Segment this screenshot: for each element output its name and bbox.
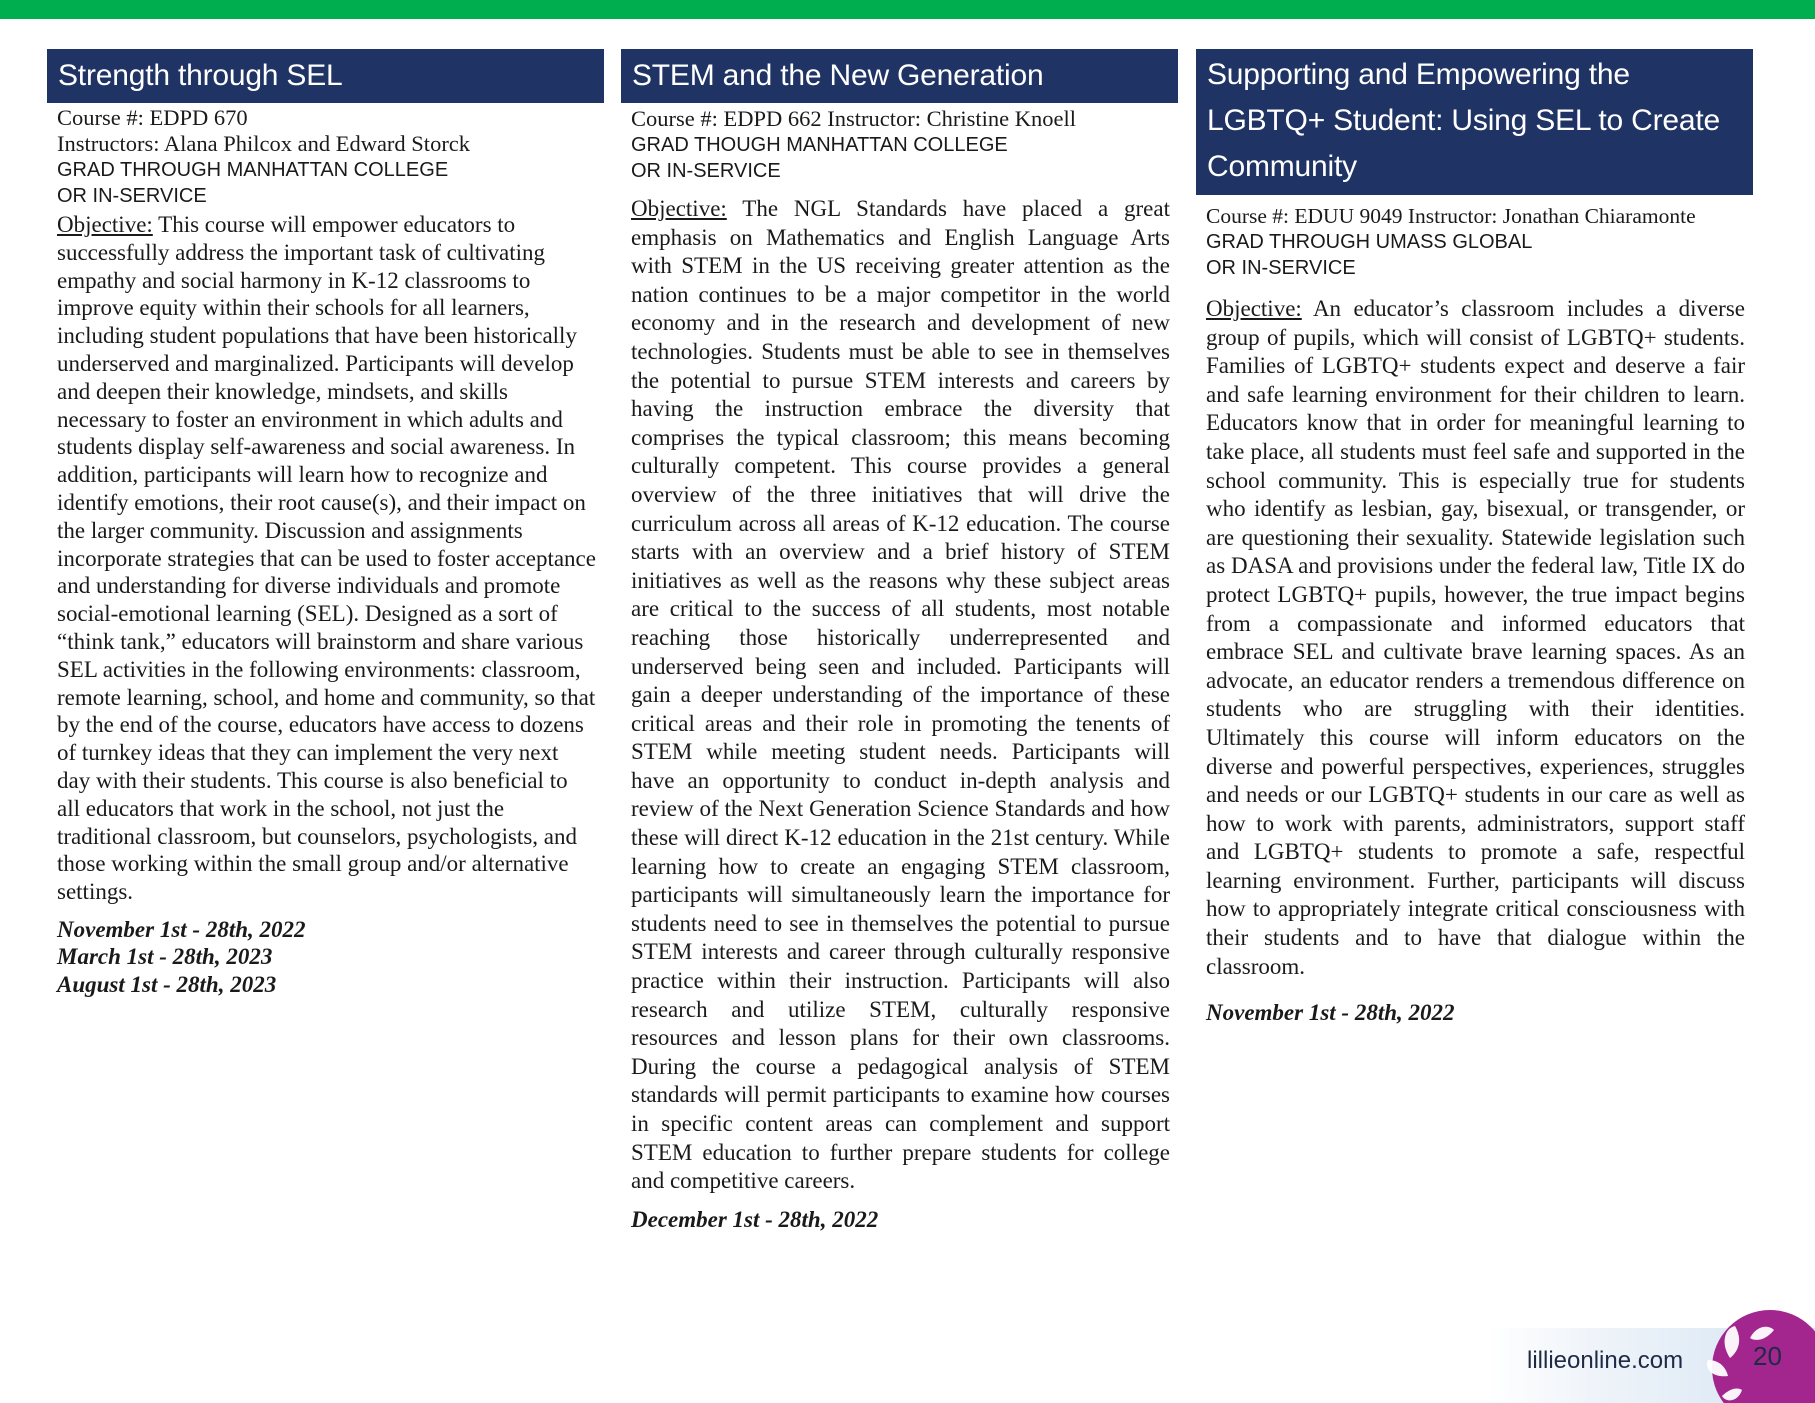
course-date: March 1st - 28th, 2023 <box>57 944 273 970</box>
course-dates <box>1206 999 1745 1027</box>
course-title: Strength through SEL <box>47 49 604 103</box>
objective-text: An educator’s classroom includes a diverse group of pupils, which will consist of LGBTQ+ students. Families of LGBTQ+ students expect and deserve a fair and safe learning environment for their children to learn. Educators know that in order for meaningful learning to take place, all students must feel safe and supported in the school community. This is especially true for students who identify as lesbian, gay, bisexual, or transgender, or are questioning their sexuality. Statewide legislation such as DASA and provisions under the federal law, Title IX do protect LGBTQ+ pupils, however, the true impact begins from a compassionate and informed educators that embrace SEL and cultivate brave learning spaces. As an advocate, an educator renders a tremendous difference on students who are struggling with their identities. Ultimately this course will inform educators on the diverse and powerful perspectives, experiences, struggles and needs or our LGBTQ+ students in our care as well as how to work with parents, administrators, support staff and LGBTQ+ students to promote a safe, respectful learning environment. Further, participants will discuss how to appropriately integrate critical consciousness with their students and to have that dialogue within the classroom. <box>1206 296 1745 979</box>
course-dates <box>57 916 596 999</box>
course-title: STEM and the New Generation <box>621 49 1178 103</box>
grad-credit-line: GRAD THOUGH MANHATTAN COLLEGE <box>631 134 1008 156</box>
objective-label: Objective: <box>631 196 727 221</box>
course-dates <box>631 1206 1170 1234</box>
course-objective <box>57 211 596 906</box>
course-objective <box>1206 295 1745 981</box>
footer-website: lillieonline.com <box>1527 1347 1684 1374</box>
page-number: 20 <box>1753 1341 1782 1371</box>
course-objective <box>631 195 1170 1196</box>
objective-text: This course will empower educators to successfully address the important task of cultivating empathy and social harmony in K-12 classrooms to improve equity within their schools for all learners, including student populations that have been historically underserved and marginalized. Participants will develop and deepen their knowledge, mindsets, and skills necessary to foster an environment in which adults and students display self-awareness and social awareness. In addition, participants will learn how to recognize and identify emotions, their root cause(s), and their impact on the larger community. Discussion and assignments incorporate strategies that can be used to foster acceptance and understanding for diverse individuals and promote social-emotional learning (SEL). Designed as a sort of “think tank,” educators will brainstorm and share various SEL activities in the following environments: classroom, remote learning, school, and home and community, so that by the end of the course, educators have access to dozens of turnkey ideas that they can implement the very next day with their students. This course is also beneficial to all educators that work in the school, not just the traditional classroom, but counselors, psychologists, and those working within the small group and/or alternative settings. <box>57 212 596 905</box>
objective-text: The NGL Standards have placed a great emphasis on Mathematics and English Language Arts with STEM in the US receiving greater attention as the nation continues to be a major competitor in the world economy and in the research and development of new technologies. Students must be able to see in themselves the potential to pursue STEM interests and careers by having the instruction embrace the diversity that comprises the typical classroom; this means becoming culturally competent. This course provides a general overview of the three initiatives that will drive the curriculum across all areas of K-12 education. The course starts with an overview and a brief history of STEM initiatives as well as the reasons why these subject areas are critical to the success of all students, most notable reaching those historically underrepresented and underserved being seen and included. Participants will gain a deeper understanding of the importance of these critical areas and their role in promoting the tenents of STEM while meeting student needs. Participants will have an opportunity to conduct in-depth analysis and review of the Next Generation Science Standards and how these will direct K-12 education in the 21st century. While learning how to create an engaging STEM classroom, participants will simultaneously learn the importance for students need to see in themselves the potential to pursue STEM interests and career through culturally responsive practice within their instruction. Participants will also research and utilize STEM, culturally responsive resources and lesson plans for their own classrooms. During the course a pedagogical analysis of STEM standards will permit participants to examine how courses in specific content areas can complement and support STEM education to further prepare students for college and competitive careers. <box>631 196 1170 1194</box>
objective-label: Objective: <box>1206 296 1302 321</box>
course-date: November 1st - 28th, 2022 <box>1206 1000 1455 1026</box>
inservice-line: OR IN-SERVICE <box>57 185 207 207</box>
course-column-lgbtq <box>1196 49 1753 1027</box>
course-date: December 1st - 28th, 2022 <box>631 1206 879 1232</box>
inservice-line: OR IN-SERVICE <box>1206 257 1356 279</box>
grad-credit-line: GRAD THROUGH UMASS GLOBAL <box>1206 231 1533 253</box>
course-column-stem <box>621 49 1178 1233</box>
course-number: Course #: EDPD 670 <box>57 105 248 130</box>
course-number-instructor: Course #: EDPD 662 Instructor: Christine Knoell <box>631 106 1076 131</box>
course-date: November 1st - 28th, 2022 <box>57 916 306 942</box>
inservice-line: OR IN-SERVICE <box>631 160 781 182</box>
grad-credit-line: GRAD THROUGH MANHATTAN COLLEGE <box>57 159 449 181</box>
top-accent-bar <box>0 0 1815 19</box>
course-title: Supporting and Empowering the LGBTQ+ Student: Using SEL to Create Community <box>1196 49 1753 195</box>
course-instructors: Instructors: Alana Philcox and Edward Storck <box>57 131 471 156</box>
course-date: August 1st - 28th, 2023 <box>57 971 277 997</box>
objective-label: Objective: <box>57 212 153 237</box>
course-column-sel <box>47 49 604 998</box>
course-number-instructor: Course #: EDUU 9049 Instructor: Jonathan Chiaramonte <box>1206 204 1696 228</box>
